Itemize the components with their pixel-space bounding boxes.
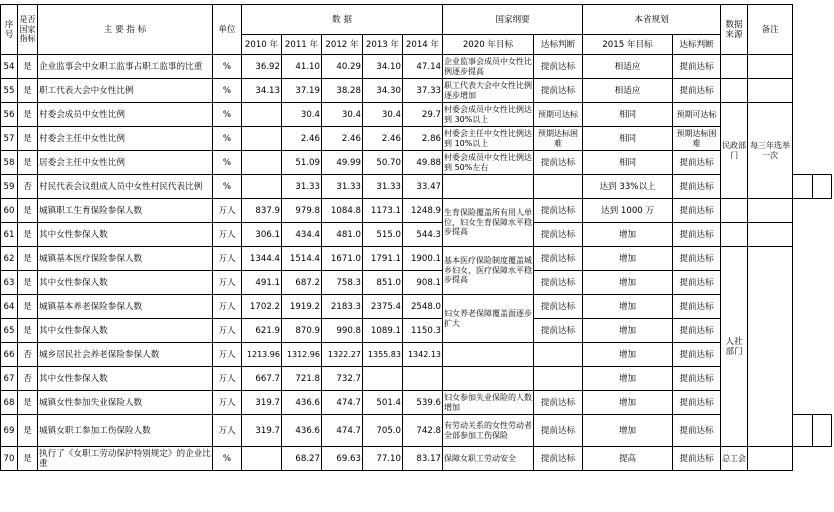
row-national-judge: 预期可达标: [534, 103, 583, 127]
row-indicator: 城镇职工生育保险参保人数: [38, 199, 213, 223]
row-value-2013: 851.0: [363, 271, 403, 295]
row-source: [793, 175, 812, 199]
row-value-2011: 870.9: [282, 319, 322, 343]
row-indicator: 村委会主任中女性比例: [38, 127, 213, 151]
row-value-2013: [363, 367, 403, 391]
row-value-2012: 2.46: [322, 127, 363, 151]
row-national-target-merged: 基本医疗保险制度覆盖城乡妇女，医疗保障水平稳步提高: [443, 247, 534, 295]
row-provincial-judge: 提前达标: [673, 151, 721, 175]
row-value-2011: 2.46: [282, 127, 322, 151]
row-provincial-judge: 提前达标: [673, 175, 721, 199]
row-note: [748, 247, 793, 447]
row-national-target: 有劳动关系的女性劳动者全部参加工伤保险: [443, 415, 534, 447]
table-row: [1, 271, 832, 295]
row-value-2010: 491.1: [242, 271, 282, 295]
row-value-2011: 721.8: [282, 367, 322, 391]
row-national-target: 村委会主任中女性比例达到 10%以上: [443, 127, 534, 151]
row-national-judge: 提前达标: [534, 391, 583, 415]
row-source-union: 总工会: [721, 447, 748, 471]
row-provincial-target: 达到 1000 万: [583, 199, 673, 223]
row-national-judge: 提前达标: [534, 319, 583, 343]
row-value-2011: 1312.96: [282, 343, 322, 367]
row-no: 54: [1, 55, 18, 79]
row-no: 62: [1, 247, 18, 271]
row-value-2011: 68.27: [282, 447, 322, 471]
row-source: [721, 55, 748, 79]
row-no: 70: [1, 447, 18, 471]
header-provincial-target: 2015 年目标: [583, 35, 673, 55]
header-source: 数据来源: [721, 5, 748, 55]
table-row: [1, 103, 832, 127]
row-value-2010: 667.7: [242, 367, 282, 391]
row-provincial-judge: 提前达标: [673, 295, 721, 319]
row-national-judge: 提前达标: [534, 79, 583, 103]
row-no: 65: [1, 319, 18, 343]
row-provincial-target: 增加: [583, 391, 673, 415]
row-indicator: 城镇基本养老保险参保人数: [38, 295, 213, 319]
row-value-2014: 47.14: [403, 55, 443, 79]
row-indicator: 其中女性参保人数: [38, 319, 213, 343]
row-national-target: 村委会成员中女性比例达到 50%左右: [443, 151, 534, 175]
row-note: [748, 447, 793, 471]
row-national-judge: 提前达标: [534, 55, 583, 79]
row-indicator: 职工代表大会中女性比例: [38, 79, 213, 103]
row-value-2011: 434.4: [282, 223, 322, 247]
row-no: 63: [1, 271, 18, 295]
row-unit: %: [213, 175, 242, 199]
row-indicator: 城镇基本医疗保险参保人数: [38, 247, 213, 271]
row-value-2010: [242, 175, 282, 199]
row-provincial-judge: 提前达标: [673, 55, 721, 79]
row-value-2012: 474.7: [322, 391, 363, 415]
row-national-target: 保障女职工劳动安全: [443, 447, 534, 471]
row-provincial-judge: 提前达标: [673, 367, 721, 391]
row-indicator: 村委会成员中女性比例: [38, 103, 213, 127]
row-national-judge: [534, 343, 583, 367]
row-value-2010: 36.92: [242, 55, 282, 79]
table-row: [1, 223, 832, 247]
header-year-2012: 2012 年: [322, 35, 363, 55]
row-value-2012: 1084.8: [322, 199, 363, 223]
row-unit: 万人: [213, 247, 242, 271]
row-national-target: [443, 175, 534, 199]
row-provincial-judge: 提前达标: [673, 415, 721, 447]
row-value-2010: [242, 151, 282, 175]
row-value-2012: 69.63: [322, 447, 363, 471]
row-indicator: 其中女性参保人数: [38, 223, 213, 247]
row-no: 56: [1, 103, 18, 127]
row-value-2010: 34.13: [242, 79, 282, 103]
row-value-2014: 29.7: [403, 103, 443, 127]
row-no: 66: [1, 343, 18, 367]
row-indicator: 居委会主任中女性比例: [38, 151, 213, 175]
row-value-2012: 474.7: [322, 415, 363, 447]
row-national-target: [443, 343, 534, 367]
row-value-2013: 34.30: [363, 79, 403, 103]
header-year-2014: 2014 年: [403, 35, 443, 55]
row-no: 59: [1, 175, 18, 199]
row-unit: 万人: [213, 199, 242, 223]
row-note: [748, 55, 793, 79]
row-provincial-judge: 提前达标: [673, 223, 721, 247]
row-value-2013: 1355.83: [363, 343, 403, 367]
row-national-target: 妇女参加失业保险的人数增加: [443, 391, 534, 415]
row-value-2013: 77.10: [363, 447, 403, 471]
row-provincial-target: 相同: [583, 127, 673, 151]
row-no: 67: [1, 367, 18, 391]
row-indicator: 村民代表会议组成人员中女性村民代表比例: [38, 175, 213, 199]
table-row: [1, 343, 832, 367]
row-no: 64: [1, 295, 18, 319]
row-value-2011: 436.6: [282, 415, 322, 447]
row-value-2011: 979.8: [282, 199, 322, 223]
row-provincial-judge: 预期可达标: [673, 103, 721, 127]
row-provincial-target: 增加: [583, 415, 673, 447]
row-provincial-judge: 提前达标: [673, 319, 721, 343]
table-row: [1, 247, 832, 271]
row-indicator: 城乡居民社会养老保险参保人数: [38, 343, 213, 367]
table-row: [1, 367, 832, 391]
row-unit: %: [213, 103, 242, 127]
table-row: [1, 151, 832, 175]
row-national-target: 职工代表大会中女性比例逐步增加: [443, 79, 534, 103]
header-year-2010: 2010 年: [242, 35, 282, 55]
header-indicator: 主 要 指 标: [38, 5, 213, 55]
header-is-national: 是否国家指标: [18, 5, 38, 55]
table-row: [1, 127, 832, 151]
table-row: [1, 415, 832, 447]
row-provincial-target: 增加: [583, 367, 673, 391]
row-value-2010: 306.1: [242, 223, 282, 247]
row-provincial-target: 达到 33%以上: [583, 175, 673, 199]
row-value-2012: 38.28: [322, 79, 363, 103]
row-national-judge: 提前达标: [534, 295, 583, 319]
table-row: [1, 447, 832, 471]
row-value-2013: 515.0: [363, 223, 403, 247]
row-provincial-target: 相同: [583, 151, 673, 175]
header-note: 备注: [748, 5, 793, 55]
row-value-2013: 50.70: [363, 151, 403, 175]
row-national-flag: 是: [18, 223, 38, 247]
row-provincial-target: 相适应: [583, 79, 673, 103]
row-national-flag: 是: [18, 295, 38, 319]
row-no: 57: [1, 127, 18, 151]
row-note: [748, 199, 793, 223]
row-national-flag: 是: [18, 247, 38, 271]
row-indicator: 其中女性参保人数: [38, 367, 213, 391]
row-source: [793, 415, 812, 447]
row-value-2014: 1150.3: [403, 319, 443, 343]
row-no: 61: [1, 223, 18, 247]
row-value-2011: 687.2: [282, 271, 322, 295]
indicator-table: [0, 4, 832, 471]
row-national-flag: 是: [18, 415, 38, 447]
row-provincial-judge: 提前达标: [673, 343, 721, 367]
row-national-flag: 否: [18, 367, 38, 391]
row-unit: %: [213, 447, 242, 471]
row-source: [721, 79, 748, 103]
row-note: [748, 79, 793, 103]
row-value-2014: 742.8: [403, 415, 443, 447]
row-value-2013: 1173.1: [363, 199, 403, 223]
row-value-2014: 1342.13: [403, 343, 443, 367]
row-indicator: 城镇女性参加失业保险人数: [38, 391, 213, 415]
row-no: 68: [1, 391, 18, 415]
row-national-flag: 是: [18, 103, 38, 127]
row-value-2013: 2375.4: [363, 295, 403, 319]
header-national-judge: 达标判断: [534, 35, 583, 55]
row-unit: 万人: [213, 367, 242, 391]
row-value-2012: 30.4: [322, 103, 363, 127]
row-national-judge: 预期达标困难: [534, 127, 583, 151]
row-value-2012: 990.8: [322, 319, 363, 343]
row-value-2012: 1671.0: [322, 247, 363, 271]
row-provincial-target: 相同: [583, 103, 673, 127]
row-national-flag: 是: [18, 319, 38, 343]
row-source: [721, 223, 748, 247]
row-no: 55: [1, 79, 18, 103]
header-year-2013: 2013 年: [363, 35, 403, 55]
row-indicator: 执行了《女职工劳动保护特别规定》的企业比重: [39, 448, 211, 469]
row-source: [721, 199, 748, 223]
row-provincial-judge: 预期达标困难: [673, 127, 721, 151]
row-no: 58: [1, 151, 18, 175]
row-value-2012: 1322.27: [322, 343, 363, 367]
row-national-judge: 提前达标: [534, 223, 583, 247]
row-value-2011: 37.19: [282, 79, 322, 103]
header-seq: 序号: [1, 5, 18, 55]
row-value-2011: 41.10: [282, 55, 322, 79]
row-provincial-judge: 提前达标: [673, 271, 721, 295]
row-value-2013: 501.4: [363, 391, 403, 415]
row-value-2011: 51.09: [282, 151, 322, 175]
row-national-flag: 是: [18, 391, 38, 415]
row-value-2013: 705.0: [363, 415, 403, 447]
header-provincial-judge: 达标判断: [673, 35, 721, 55]
row-national-judge: [534, 175, 583, 199]
row-unit: %: [213, 79, 242, 103]
row-provincial-judge: 提前达标: [673, 199, 721, 223]
row-no: 60: [1, 199, 18, 223]
row-provincial-judge: 提前达标: [673, 247, 721, 271]
row-national-judge: 提前达标: [534, 415, 583, 447]
table-row: [1, 295, 832, 319]
row-value-2011: 1514.4: [282, 247, 322, 271]
row-provincial-judge: 提前达标: [673, 447, 721, 471]
table-row: [1, 55, 832, 79]
row-value-2014: 1248.9: [403, 199, 443, 223]
row-value-2013: 34.10: [363, 55, 403, 79]
row-unit: 万人: [213, 295, 242, 319]
row-indicator: 城镇女职工参加工伤保险人数: [38, 415, 213, 447]
row-value-2010: [242, 127, 282, 151]
row-value-2014: [403, 367, 443, 391]
row-national-judge: 提前达标: [534, 447, 583, 471]
row-provincial-target: 增加: [583, 343, 673, 367]
table-row: [1, 175, 832, 199]
row-no: 69: [1, 415, 18, 447]
row-unit: %: [213, 151, 242, 175]
row-source-civil: 民政部门: [721, 103, 748, 199]
row-value-2014: 2.86: [403, 127, 443, 151]
row-value-2013: 2.46: [363, 127, 403, 151]
row-provincial-judge: 提前达标: [673, 79, 721, 103]
row-provincial-target: 提高: [583, 447, 673, 471]
row-value-2014: 544.3: [403, 223, 443, 247]
row-value-2012: 2183.3: [322, 295, 363, 319]
row-value-2013: 1791.1: [363, 247, 403, 271]
row-national-flag: 否: [18, 343, 38, 367]
row-value-2010: 621.9: [242, 319, 282, 343]
row-note-civil: 每三年选举一次: [748, 103, 793, 199]
row-unit: 万人: [213, 223, 242, 247]
row-value-2011: 436.6: [282, 391, 322, 415]
row-note: [812, 175, 831, 199]
row-unit: %: [213, 127, 242, 151]
row-note: [812, 415, 831, 447]
row-provincial-target: 增加: [583, 247, 673, 271]
table-row: [1, 391, 832, 415]
row-national-flag: 否: [18, 175, 38, 199]
row-provincial-judge: 提前达标: [673, 391, 721, 415]
row-value-2010: 1702.2: [242, 295, 282, 319]
row-value-2014: 49.88: [403, 151, 443, 175]
header-year-2011: 2011 年: [282, 35, 322, 55]
row-value-2012: 732.7: [322, 367, 363, 391]
row-national-flag: 是: [18, 199, 38, 223]
row-value-2013: 31.33: [363, 175, 403, 199]
row-value-2010: 837.9: [242, 199, 282, 223]
header-unit: 单位: [213, 5, 242, 55]
row-national-target: 企业监事会成员中女性比例逐步提高: [443, 55, 534, 79]
row-unit: 万人: [213, 415, 242, 447]
row-unit: 万人: [213, 343, 242, 367]
row-value-2010: 1213.96: [242, 343, 282, 367]
header-national-group: 国家纲要: [443, 5, 583, 35]
row-national-judge: 提前达标: [534, 151, 583, 175]
row-value-2014: 37.33: [403, 79, 443, 103]
row-national-target: 村委会成员中女性比例达到 30%以上: [443, 103, 534, 127]
row-unit: %: [213, 55, 242, 79]
row-national-judge: [534, 367, 583, 391]
row-provincial-target: 相适应: [583, 55, 673, 79]
table-row: [1, 319, 832, 343]
row-value-2014: 539.6: [403, 391, 443, 415]
row-national-flag: 是: [18, 79, 38, 103]
row-national-flag: 是: [18, 447, 38, 471]
row-value-2011: 31.33: [282, 175, 322, 199]
table-row: [1, 79, 832, 103]
row-source-hr: 人社部门: [721, 247, 748, 447]
row-national-flag: 是: [18, 151, 38, 175]
row-national-target-merged: 生育保险覆盖所有用人单位，妇女生育保障水平稳步提高: [443, 199, 534, 247]
row-provincial-target: 增加: [583, 295, 673, 319]
row-provincial-target: 增加: [583, 223, 673, 247]
row-note: [748, 223, 793, 247]
row-national-judge: 提前达标: [534, 199, 583, 223]
row-value-2012: 758.3: [322, 271, 363, 295]
row-provincial-target: 增加: [583, 319, 673, 343]
row-value-2014: 1900.1: [403, 247, 443, 271]
row-value-2010: 319.7: [242, 391, 282, 415]
row-value-2012: 49.99: [322, 151, 363, 175]
row-national-target-merged: 妇女养老保障覆盖面逐步扩大: [443, 295, 534, 343]
row-unit: 万人: [213, 391, 242, 415]
row-value-2012: 40.29: [322, 55, 363, 79]
row-national-flag: 是: [18, 127, 38, 151]
row-indicator: 其中女性参保人数: [38, 271, 213, 295]
row-national-flag: 是: [18, 55, 38, 79]
row-value-2010: 319.7: [242, 415, 282, 447]
row-value-2010: [242, 103, 282, 127]
row-unit: 万人: [213, 319, 242, 343]
row-value-2013: 1089.1: [363, 319, 403, 343]
row-national-judge: 提前达标: [534, 271, 583, 295]
row-value-2014: 33.47: [403, 175, 443, 199]
row-national-flag: 是: [18, 271, 38, 295]
row-value-2014: 2548.0: [403, 295, 443, 319]
row-indicator: 企业监事会中女职工监事占职工监事的比重: [38, 55, 213, 79]
row-value-2010: [242, 447, 282, 471]
table-row: [1, 199, 832, 223]
header-national-target: 2020 年目标: [443, 35, 534, 55]
row-value-2014: 908.1: [403, 271, 443, 295]
row-provincial-target: 增加: [583, 271, 673, 295]
row-value-2013: 30.4: [363, 103, 403, 127]
row-value-2012: 481.0: [322, 223, 363, 247]
row-value-2011: 1919.2: [282, 295, 322, 319]
row-value-2011: 30.4: [282, 103, 322, 127]
row-national-judge: 提前达标: [534, 247, 583, 271]
row-value-2012: 31.33: [322, 175, 363, 199]
header-provincial-group: 本省规划: [583, 5, 721, 35]
row-value-2014: 83.17: [403, 447, 443, 471]
header-data-group: 数 据: [242, 5, 443, 35]
row-unit: 万人: [213, 271, 242, 295]
row-value-2010: 1344.4: [242, 247, 282, 271]
row-national-target: [443, 367, 534, 391]
